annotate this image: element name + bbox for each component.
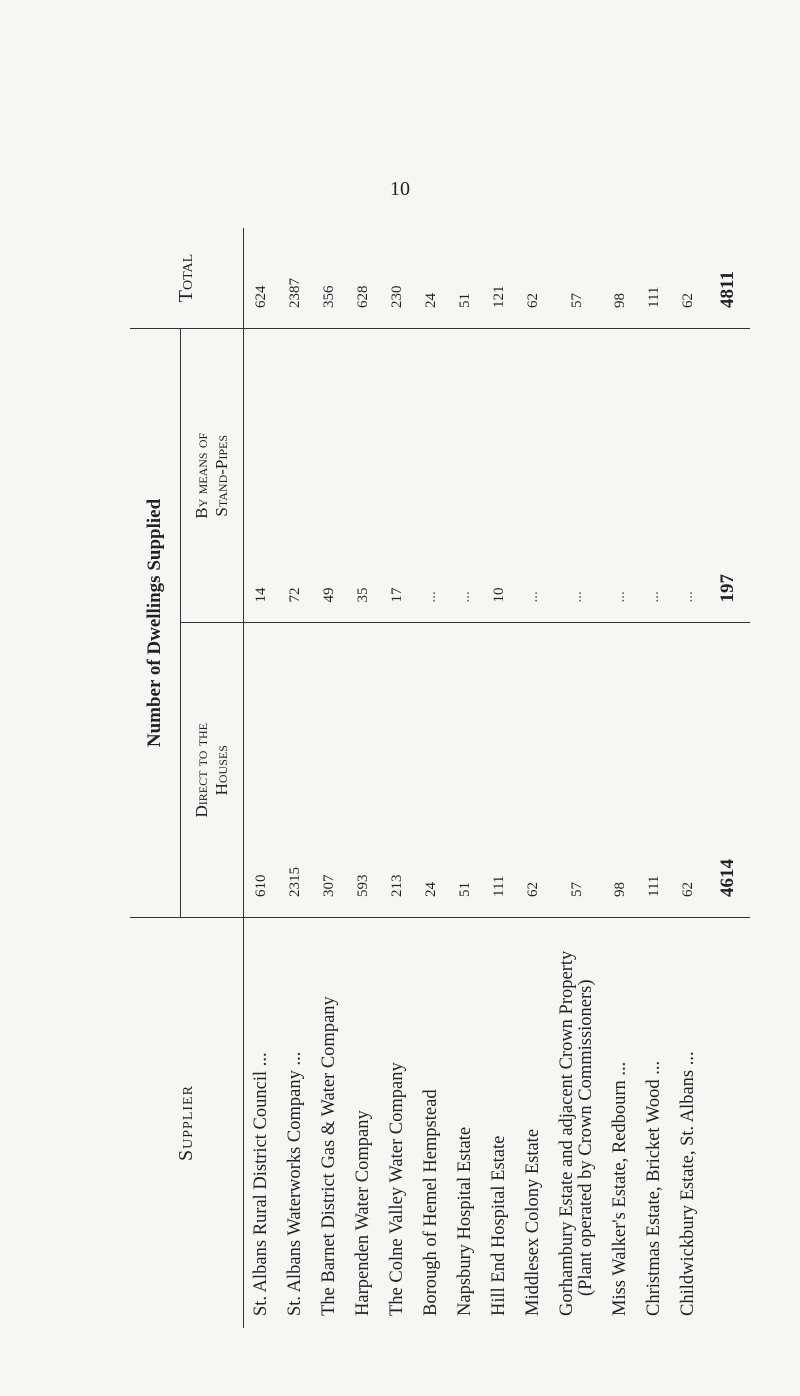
supplier-name: Christmas Estate, Bricket Wood ... bbox=[638, 918, 672, 1329]
header-total: Total bbox=[130, 228, 244, 329]
supplier-name: Harpenden Water Company bbox=[346, 918, 380, 1329]
grand-total: 4811 bbox=[706, 228, 750, 329]
row-total: 62 bbox=[672, 228, 706, 329]
header-dwellings-supplied: Number of Dwellings Supplied bbox=[130, 329, 181, 918]
direct-count: 593 bbox=[346, 623, 380, 918]
supplier-name: Childwickbury Estate, St. Albans ... bbox=[672, 918, 706, 1329]
dwellings-table bbox=[130, 228, 750, 1328]
row-total: 51 bbox=[449, 228, 483, 329]
stand-pipe-count: ... bbox=[449, 329, 483, 624]
direct-count: 2315 bbox=[278, 623, 312, 918]
total-direct: 4614 bbox=[706, 623, 750, 918]
row-total: 57 bbox=[551, 228, 604, 329]
stand-pipe-count: 17 bbox=[380, 329, 414, 624]
direct-count: 62 bbox=[517, 623, 551, 918]
row-total: 24 bbox=[415, 228, 449, 329]
supplier-name: Napsbury Hospital Estate bbox=[449, 918, 483, 1329]
direct-count: 98 bbox=[604, 623, 638, 918]
supplier-name bbox=[551, 918, 604, 1329]
table-row bbox=[346, 228, 380, 1328]
totals-label bbox=[706, 918, 750, 1329]
row-total: 111 bbox=[638, 228, 672, 329]
row-total: 98 bbox=[604, 228, 638, 329]
direct-count: 610 bbox=[244, 623, 279, 918]
stand-pipe-count: ... bbox=[672, 329, 706, 624]
direct-count: 111 bbox=[638, 623, 672, 918]
direct-count: 51 bbox=[449, 623, 483, 918]
table-row bbox=[483, 228, 517, 1328]
stand-pipe-count: ... bbox=[551, 329, 604, 624]
stand-pipe-count: 35 bbox=[346, 329, 380, 624]
page-number: 10 bbox=[390, 178, 410, 200]
stand-pipe-count: ... bbox=[638, 329, 672, 624]
row-total: 628 bbox=[346, 228, 380, 329]
direct-count: 62 bbox=[672, 623, 706, 918]
row-total: 624 bbox=[244, 228, 279, 329]
row-total: 2387 bbox=[278, 228, 312, 329]
stand-pipe-count: 49 bbox=[312, 329, 346, 624]
total-stand-pipes: 197 bbox=[706, 329, 750, 624]
row-total: 62 bbox=[517, 228, 551, 329]
supplier-name: Miss Walker's Estate, Redbourn ... bbox=[604, 918, 638, 1329]
stand-pipe-count: 10 bbox=[483, 329, 517, 624]
supplier-name-line2: (Plant operated by Crown Commissioners) bbox=[576, 979, 597, 1296]
stand-pipe-count: ... bbox=[517, 329, 551, 624]
supplier-name: Hill End Hospital Estate bbox=[483, 918, 517, 1329]
table-row bbox=[449, 228, 483, 1328]
stand-pipe-count: 72 bbox=[278, 329, 312, 624]
row-total: 356 bbox=[312, 228, 346, 329]
supplier-name: Middlesex Colony Estate bbox=[517, 918, 551, 1329]
supplier-name: Borough of Hemel Hempstead bbox=[415, 918, 449, 1329]
table-row bbox=[638, 228, 672, 1328]
supplier-name-line1: Gorhambury Estate and adjacent Crown Property bbox=[557, 950, 578, 1316]
table-row bbox=[244, 228, 279, 1328]
direct-count: 111 bbox=[483, 623, 517, 918]
supplier-name: St. Albans Rural District Council ... bbox=[244, 918, 279, 1329]
direct-count: 57 bbox=[551, 623, 604, 918]
direct-count: 307 bbox=[312, 623, 346, 918]
table-row bbox=[672, 228, 706, 1328]
stand-pipe-count: 14 bbox=[244, 329, 279, 624]
table-row bbox=[278, 228, 312, 1328]
direct-count: 213 bbox=[380, 623, 414, 918]
table-row bbox=[517, 228, 551, 1328]
table-row bbox=[551, 228, 604, 1328]
header-direct-to-houses: Direct to the Houses bbox=[181, 623, 244, 918]
supplier-name: St. Albans Waterworks Company ... bbox=[278, 918, 312, 1329]
row-total: 230 bbox=[380, 228, 414, 329]
stand-pipe-count: ... bbox=[604, 329, 638, 624]
stand-pipe-count: ... bbox=[415, 329, 449, 624]
table-row bbox=[312, 228, 346, 1328]
header-supplier: Supplier bbox=[130, 918, 244, 1329]
totals-row bbox=[706, 228, 750, 1328]
table-row bbox=[380, 228, 414, 1328]
table-row bbox=[604, 228, 638, 1328]
direct-count: 24 bbox=[415, 623, 449, 918]
supplier-name: The Barnet District Gas & Water Company bbox=[312, 918, 346, 1329]
row-total: 121 bbox=[483, 228, 517, 329]
table-row bbox=[415, 228, 449, 1328]
header-stand-pipes: By means of Stand-Pipes bbox=[181, 329, 244, 624]
supplier-name: The Colne Valley Water Company bbox=[380, 918, 414, 1329]
